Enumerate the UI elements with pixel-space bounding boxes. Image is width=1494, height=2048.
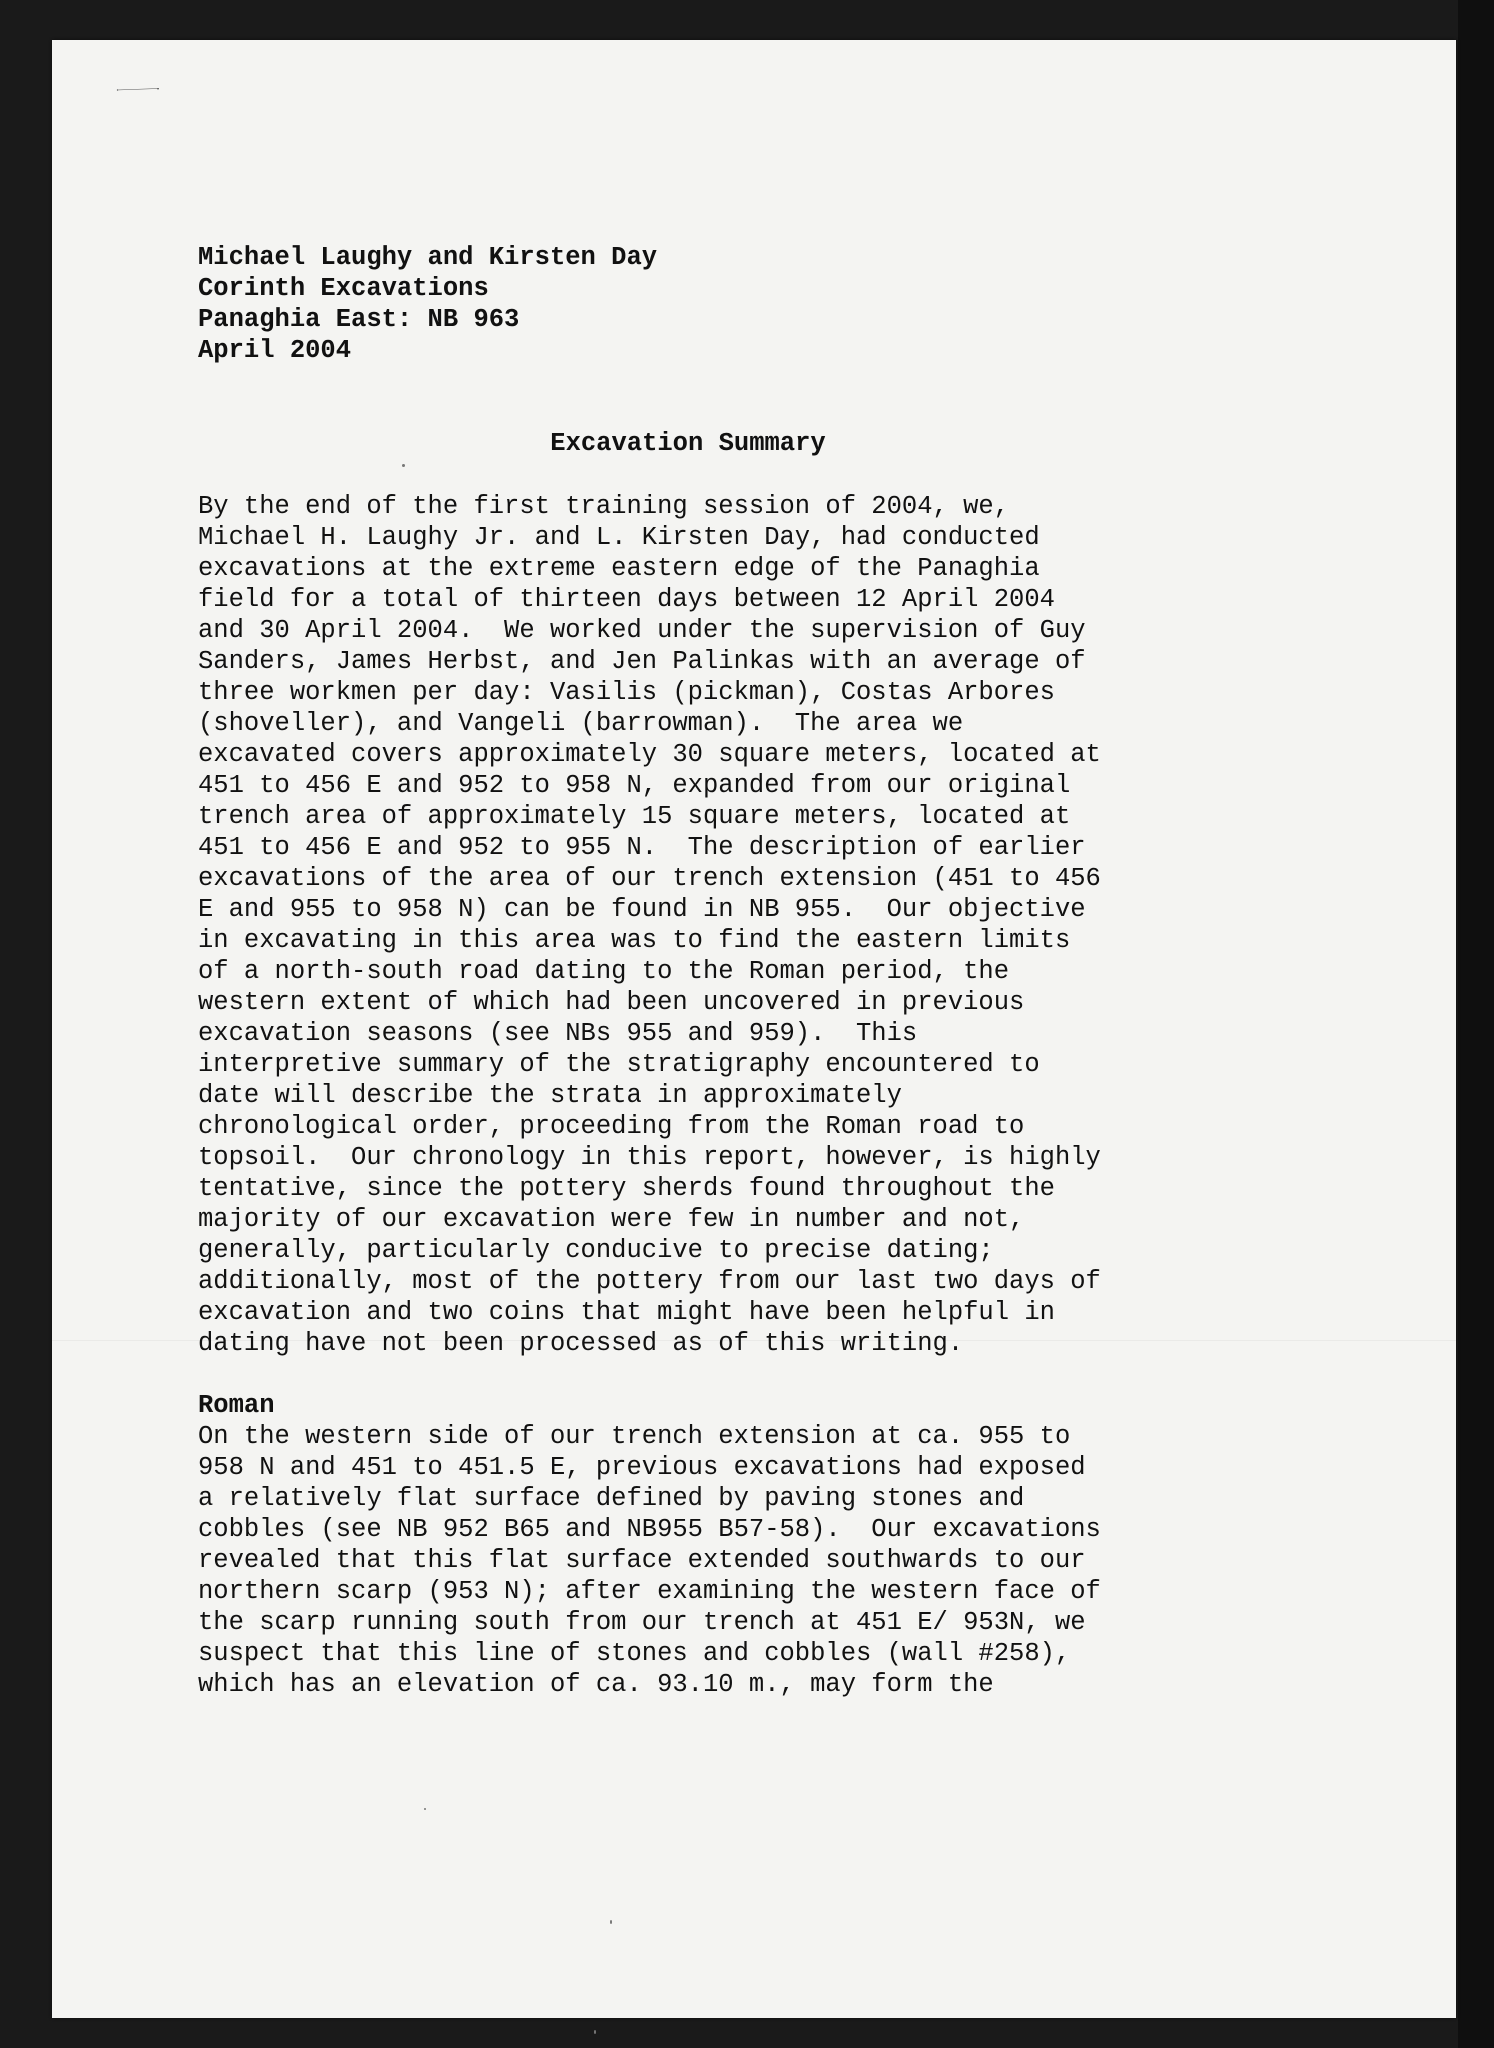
text-line: dating have not been processed as of this writing. <box>198 1329 964 1358</box>
text-line: which has an elevation of ca. 93.10 m., may form the <box>198 1670 994 1699</box>
organization-line: Corinth Excavations <box>198 274 489 303</box>
document-content <box>198 242 1208 1700</box>
scan-backdrop <box>1458 0 1494 2048</box>
text-line: excavations at the extreme eastern edge of the Panaghia <box>198 554 1040 583</box>
text-line: excavation seasons (see NBs 955 and 959). This <box>198 1019 918 1048</box>
summary-paragraph <box>198 491 1208 1359</box>
text-line: northern scarp (953 N); after examining the western face of <box>198 1577 1101 1606</box>
notebook-line: Panaghia East: NB 963 <box>198 305 520 334</box>
text-line: cobbles (see NB 952 B65 and NB955 B57-58). Our excavations <box>198 1515 1101 1544</box>
text-line: field for a total of thirteen days between 12 April 2004 <box>198 585 1055 614</box>
text-line: date will describe the strata in approximately <box>198 1081 902 1110</box>
date-line: April 2004 <box>198 336 352 365</box>
text-line: revealed that this flat surface extended southwards to our <box>198 1546 1086 1575</box>
text-line: 451 to 456 E and 952 to 955 N. The description of earlier <box>198 833 1086 862</box>
text-line: On the western side of our trench extension at ca. 955 to <box>198 1422 1071 1451</box>
text-line: majority of our excavation were few in number and not, <box>198 1205 1025 1234</box>
text-line: Sanders, James Herbst, and Jen Palinkas with an average of <box>198 647 1086 676</box>
text-line: three workmen per day: Vasilis (pickman), Costas Arbores <box>198 678 1055 707</box>
text-line: in excavating in this area was to find the eastern limits <box>198 926 1071 955</box>
text-line: generally, particularly conducive to precise dating; <box>198 1236 994 1265</box>
text-line: and 30 April 2004. We worked under the supervision of Guy <box>198 616 1086 645</box>
text-line: suspect that this line of stones and cobbles (wall #258), <box>198 1639 1071 1668</box>
paper-speck <box>594 2030 596 2034</box>
text-line: topsoil. Our chronology in this report, however, is highly <box>198 1143 1101 1172</box>
text-line: chronological order, proceeding from the Roman road to <box>198 1112 1025 1141</box>
author-line: Michael Laughy and Kirsten Day <box>198 243 658 272</box>
paper-speck <box>424 1808 426 1810</box>
text-line: excavation and two coins that might have been helpful in <box>198 1298 1055 1327</box>
text-line: interpretive summary of the stratigraphy encountered to <box>198 1050 1040 1079</box>
text-line: additionally, most of the pottery from our last two days of <box>198 1267 1101 1296</box>
text-line: By the end of the first training session of 2004, we, <box>198 492 1010 521</box>
text-line: E and 955 to 958 N) can be found in NB 955. Our objective <box>198 895 1086 924</box>
document-header <box>198 242 1208 366</box>
roman-paragraph <box>198 1421 1208 1700</box>
text-line: western extent of which had been uncovered in previous <box>198 988 1025 1017</box>
text-line: the scarp running south from our trench at 451 E/ 953N, we <box>198 1608 1086 1637</box>
text-line: trench area of approximately 15 square meters, located at <box>198 802 1071 831</box>
text-line: 451 to 456 E and 952 to 958 N, expanded from our original <box>198 771 1071 800</box>
text-line: a relatively flat surface defined by paving stones and <box>198 1484 1025 1513</box>
pencil-mark-icon <box>96 88 180 91</box>
text-line: Michael H. Laughy Jr. and L. Kirsten Day, had conducted <box>198 523 1040 552</box>
text-line: excavations of the area of our trench extension (451 to 456 <box>198 864 1101 893</box>
paper-speck <box>610 1920 612 1924</box>
text-line: (shoveller), and Vangeli (barrowman). The area we <box>198 709 964 738</box>
text-line: 958 N and 451 to 451.5 E, previous excavations had exposed <box>198 1453 1086 1482</box>
text-line: tentative, since the pottery sherds found throughout the <box>198 1174 1055 1203</box>
text-line: excavated covers approximately 30 square meters, located at <box>198 740 1101 769</box>
text-line: of a north-south road dating to the Roman period, the <box>198 957 1010 986</box>
section-title: Excavation Summary <box>550 429 826 458</box>
roman-heading: Roman <box>198 1391 275 1420</box>
